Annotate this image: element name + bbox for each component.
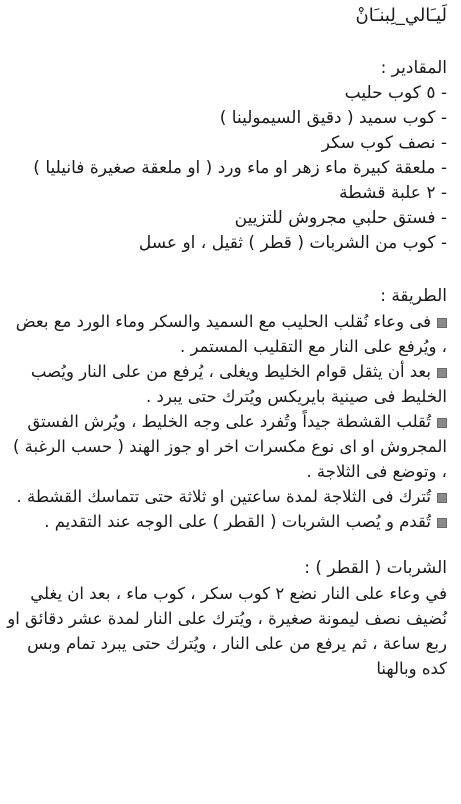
square-bullet-icon <box>437 518 447 528</box>
ingredient-item: - كوب سميد ( دقيق السيمولينا ) <box>219 108 447 128</box>
method-heading: الطريقة : <box>380 286 447 306</box>
ingredients-heading: المقادير : <box>380 58 447 78</box>
syrup-text: في وعاء على النار نضع ٢ كوب سكر ، كوب ماء ، بعد ان يغلي نُضيف نصف ليمونة صغيرة ، ويُترك على النار لمدة عشر دقائق او ربع ساعة ، ثم يرفع من على النار ، ويُترك حتى يبرد تمام وبس كده وبالهنا <box>7 584 447 678</box>
method-step <box>6 359 453 409</box>
square-bullet-icon <box>437 318 447 328</box>
method-step <box>6 484 453 509</box>
recipe-title: لَيـَالي_لِبنـَانْ <box>355 5 447 26</box>
square-bullet-icon <box>437 418 447 428</box>
syrup-heading: الشربات ( القطر ) : <box>304 558 447 578</box>
spacer <box>6 28 453 56</box>
method-step <box>6 409 453 484</box>
ingredient-item: - ملعقة كبيرة ماء زهر او ماء ورد ( او ملعقة صغيرة فانيليا ) <box>33 158 447 178</box>
recipe-page <box>0 4 461 681</box>
ingredients-list <box>6 81 453 256</box>
ingredient-item: - نصف كوب سكر <box>321 133 447 153</box>
method-step-text: فى وعاء نُقلب الحليب مع السميد والسكر وماء الورد مع بعض ، ويُرفع على النار مع التقليب المستمر . <box>15 312 447 356</box>
ingredient-item: - ٥ كوب حليب <box>344 83 447 103</box>
method-step-text: بعد أن يثقل قوام الخليط ويغلى ، يُرفع من على النار ويُصب الخليط فى صينية بايريكس ويُترك حتى يبرد . <box>30 362 447 406</box>
method-step <box>6 509 453 534</box>
method-step <box>6 309 453 359</box>
method-steps <box>6 309 453 534</box>
spacer <box>6 256 453 284</box>
method-step-text: تُترك فى الثلاجة لمدة ساعتين او ثلاثة حتى تتماسك القشطة . <box>16 487 431 506</box>
ingredient-item: - كوب من الشربات ( قطر ) ثقيل ، او عسل <box>138 233 447 253</box>
square-bullet-icon <box>437 368 447 378</box>
square-bullet-icon <box>437 493 447 503</box>
method-step-text: تُقدم و يُصب الشربات ( القطر ) على الوجه عند التقديم . <box>44 512 431 531</box>
spacer <box>6 534 453 556</box>
method-step-text: تُقلب القشطة جيداً وتُفرد على وجه الخليط ، ويُرش الفستق المجروش او اى نوع مكسرات اخر او جوز الهند ( حسب الرغبة ) ، وتوضع فى الثلاجة . <box>12 412 447 481</box>
ingredient-item: - ٢ علبة قشطة <box>339 183 447 203</box>
ingredient-item: - فستق حلبي مجروش للتزيين <box>234 208 447 228</box>
